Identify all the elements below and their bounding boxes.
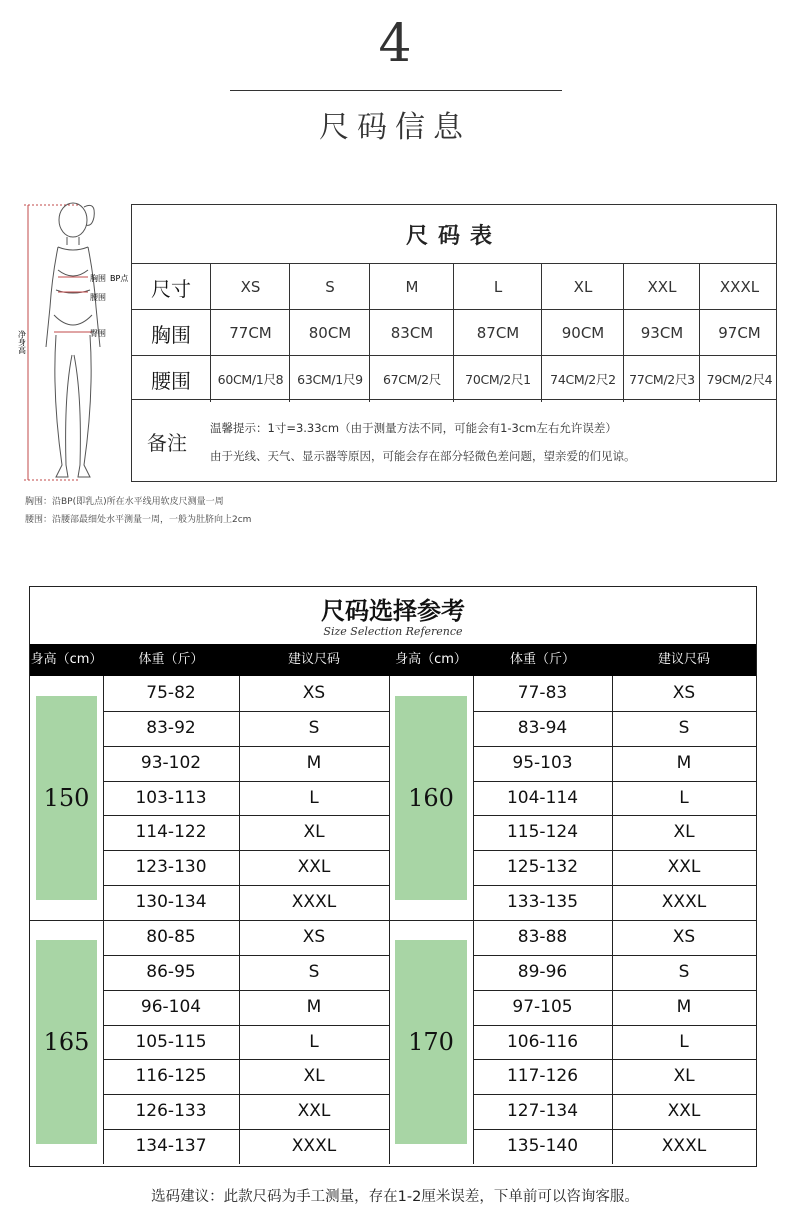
table-gridline <box>473 815 756 816</box>
recommended-size-cell: XXL <box>667 1101 701 1122</box>
note-line-1: 温馨提示：1寸=3.33cm（由于测量方法不同，可能会有1-3cm左右允许误差） <box>210 421 617 435</box>
weight-range-cell: 116-125 <box>135 1066 207 1087</box>
size-chart-row-label: 尺寸 <box>151 276 191 301</box>
recommended-size-cell: XS <box>672 683 696 703</box>
woman-figure-icon <box>18 195 138 485</box>
height-group-label: 165 <box>36 940 97 1144</box>
table-gridline <box>103 1094 389 1095</box>
size-chart-cell: 93CM <box>623 310 700 356</box>
height-group-label: 170 <box>395 940 467 1144</box>
size-selection-table <box>29 586 757 1167</box>
figure-label-bust: 胸围 <box>90 274 106 283</box>
size-chart-table <box>131 204 777 482</box>
weight-range-cell: 133-135 <box>506 892 579 913</box>
weight-range-cell: 127-134 <box>506 1101 579 1122</box>
table-gridline <box>473 850 756 851</box>
selection-header-cell: 建议尺码 <box>657 652 710 667</box>
recommended-size-cell: XS <box>302 926 326 947</box>
size-chart-title: 尺码表 <box>405 224 502 249</box>
selection-title: 尺码选择参考 <box>321 597 465 625</box>
weight-range-cell: 106-116 <box>506 1031 579 1052</box>
table-gridline <box>30 920 756 921</box>
weight-range-cell: 89-96 <box>517 961 568 982</box>
table-gridline <box>473 746 756 747</box>
size-chart-cell: 80CM <box>289 310 370 356</box>
table-gridline <box>103 1129 389 1130</box>
selection-header-cell: 体重（斤） <box>509 652 575 667</box>
size-chart-cell: L <box>453 264 542 310</box>
recommended-size-cell: XXXL <box>661 892 707 913</box>
table-gridline <box>103 781 389 782</box>
recommended-size-cell: XL <box>673 1066 695 1087</box>
recommended-size-cell: S <box>308 717 320 738</box>
size-chart-cell: 63CM/1尺9 <box>289 356 370 402</box>
figure-label-waist: 腰围 <box>90 293 106 302</box>
table-gridline <box>473 1059 756 1060</box>
weight-range-cell: 126-133 <box>135 1101 207 1122</box>
selection-header-cell: 建议尺码 <box>287 652 340 667</box>
recommended-size-cell: XXXL <box>291 1136 337 1157</box>
table-gridline <box>103 711 389 712</box>
recommended-size-cell: M <box>306 996 322 1017</box>
table-gridline <box>473 990 756 991</box>
weight-range-cell: 130-134 <box>135 892 207 913</box>
weight-range-cell: 83-88 <box>517 926 568 947</box>
size-chart-cell: M <box>369 264 454 310</box>
footer-note: 选码建议：此款尺码为手工测量，存在1-2厘米误差，下单前可以咨询客服。 <box>151 1189 639 1205</box>
size-chart-cell: 90CM <box>541 310 624 356</box>
weight-range-cell: 80-85 <box>146 926 196 947</box>
size-chart-note-row <box>132 399 776 482</box>
weight-range-cell: 117-126 <box>506 1066 579 1087</box>
recommended-size-cell: S <box>678 717 690 738</box>
weight-range-cell: 93-102 <box>140 752 202 773</box>
recommended-size-cell: XXXL <box>661 1136 707 1157</box>
weight-range-cell: 115-124 <box>506 822 579 843</box>
weight-range-cell: 97-105 <box>512 996 573 1017</box>
recommended-size-cell: M <box>306 752 322 773</box>
table-gridline <box>473 1025 756 1026</box>
size-chart-cell: XXXL <box>699 264 779 310</box>
recommended-size-cell: M <box>676 996 692 1017</box>
recommended-size-cell: L <box>679 787 689 808</box>
table-gridline <box>103 746 389 747</box>
size-chart-row <box>132 309 776 356</box>
height-group-label: 160 <box>395 696 467 900</box>
selection-header-cell: 身高（cm） <box>395 652 467 667</box>
weight-range-cell: 83-92 <box>146 717 196 738</box>
table-gridline <box>612 676 613 920</box>
weight-range-cell: 104-114 <box>506 787 579 808</box>
selection-header-row <box>30 644 756 676</box>
table-gridline <box>612 920 613 1164</box>
recommended-size-cell: L <box>309 1031 319 1052</box>
recommended-size-cell: XXL <box>297 1101 331 1122</box>
size-chart-cell: 67CM/2尺 <box>369 356 454 402</box>
size-chart-cell: 79CM/2尺4 <box>699 356 779 402</box>
table-gridline <box>473 676 474 920</box>
table-gridline <box>103 815 389 816</box>
size-chart-row-label: 腰围 <box>151 368 191 393</box>
weight-range-cell: 83-94 <box>517 717 568 738</box>
figure-label-height: 净身高 <box>18 330 27 354</box>
table-gridline <box>103 885 389 886</box>
selection-body <box>30 676 756 1166</box>
size-chart-cell: 83CM <box>369 310 454 356</box>
height-group-label: 150 <box>36 696 97 900</box>
size-chart-cell: 60CM/1尺8 <box>210 356 290 402</box>
table-gridline <box>473 711 756 712</box>
note-label: 备注 <box>147 430 187 455</box>
table-gridline <box>473 920 474 1164</box>
weight-range-cell: 95-103 <box>512 752 573 773</box>
recommended-size-cell: XL <box>673 822 695 843</box>
size-chart-row-label: 胸围 <box>151 322 191 347</box>
figure-label-bp: BP点 <box>110 274 129 283</box>
table-gridline <box>103 850 389 851</box>
table-gridline <box>473 885 756 886</box>
weight-range-cell: 134-137 <box>135 1136 207 1157</box>
recommended-size-cell: XXL <box>297 857 331 878</box>
section-number: 4 <box>378 14 412 74</box>
table-gridline <box>103 990 389 991</box>
table-gridline <box>239 676 240 920</box>
weight-range-cell: 114-122 <box>135 822 207 843</box>
table-gridline <box>473 1129 756 1130</box>
recommended-size-cell: XXXL <box>291 892 337 913</box>
selection-subtitle: Size Selection Reference <box>323 625 463 638</box>
size-chart-cell: 97CM <box>699 310 779 356</box>
table-gridline <box>103 920 104 1164</box>
size-chart-cell: 70CM/2尺1 <box>453 356 542 402</box>
table-gridline <box>103 1059 389 1060</box>
weight-range-cell: 86-95 <box>146 961 196 982</box>
weight-range-cell: 96-104 <box>140 996 202 1017</box>
recommended-size-cell: XS <box>302 683 326 703</box>
recommended-size-cell: M <box>676 752 692 773</box>
recommended-size-cell: XS <box>672 926 696 947</box>
size-chart-cell: 74CM/2尺2 <box>541 356 624 402</box>
note-line-2: 由于光线、天气、显示器等原因，可能会存在部分轻微色差问题，望亲爱的们见谅。 <box>210 449 636 463</box>
selection-header-cell: 体重（斤） <box>138 652 204 667</box>
measure-note-bust: 胸围：沿BP(即乳点)所在水平线用软皮尺测量一周 <box>25 497 224 507</box>
recommended-size-cell: S <box>308 961 320 982</box>
size-chart-cell: 77CM <box>210 310 290 356</box>
recommended-size-cell: XXL <box>667 857 701 878</box>
selection-header-cell: 身高（cm） <box>30 652 103 667</box>
table-gridline <box>473 781 756 782</box>
table-gridline <box>103 955 389 956</box>
weight-range-cell: 105-115 <box>135 1031 207 1052</box>
size-chart-cell: S <box>289 264 370 310</box>
size-chart-cell: 87CM <box>453 310 542 356</box>
section-divider <box>230 90 562 91</box>
measure-note-waist: 腰围：沿腰部最细处水平测量一周，一般为肚脐向上2cm <box>25 515 252 525</box>
recommended-size-cell: XL <box>303 822 325 843</box>
table-gridline <box>239 920 240 1164</box>
table-gridline <box>103 676 104 920</box>
size-chart-cell: 77CM/2尺3 <box>623 356 700 402</box>
weight-range-cell: 103-113 <box>135 787 207 808</box>
size-chart-row <box>132 355 776 402</box>
recommended-size-cell: L <box>309 787 319 808</box>
table-gridline <box>473 1094 756 1095</box>
body-measurement-figure <box>18 195 138 485</box>
figure-label-hip: 臀围 <box>90 329 106 338</box>
weight-range-cell: 135-140 <box>506 1136 579 1157</box>
size-chart-cell: XXL <box>623 264 700 310</box>
weight-range-cell: 75-82 <box>146 683 196 703</box>
weight-range-cell: 77-83 <box>517 683 568 703</box>
weight-range-cell: 125-132 <box>506 857 579 878</box>
size-chart-cell: XS <box>210 264 290 310</box>
table-gridline <box>103 1025 389 1026</box>
weight-range-cell: 123-130 <box>135 857 207 878</box>
recommended-size-cell: S <box>678 961 690 982</box>
size-chart-row <box>132 263 776 310</box>
size-chart-cell: XL <box>541 264 624 310</box>
recommended-size-cell: L <box>679 1031 689 1052</box>
section-title: 尺码信息 <box>319 110 471 145</box>
recommended-size-cell: XL <box>303 1066 325 1087</box>
table-gridline <box>473 955 756 956</box>
